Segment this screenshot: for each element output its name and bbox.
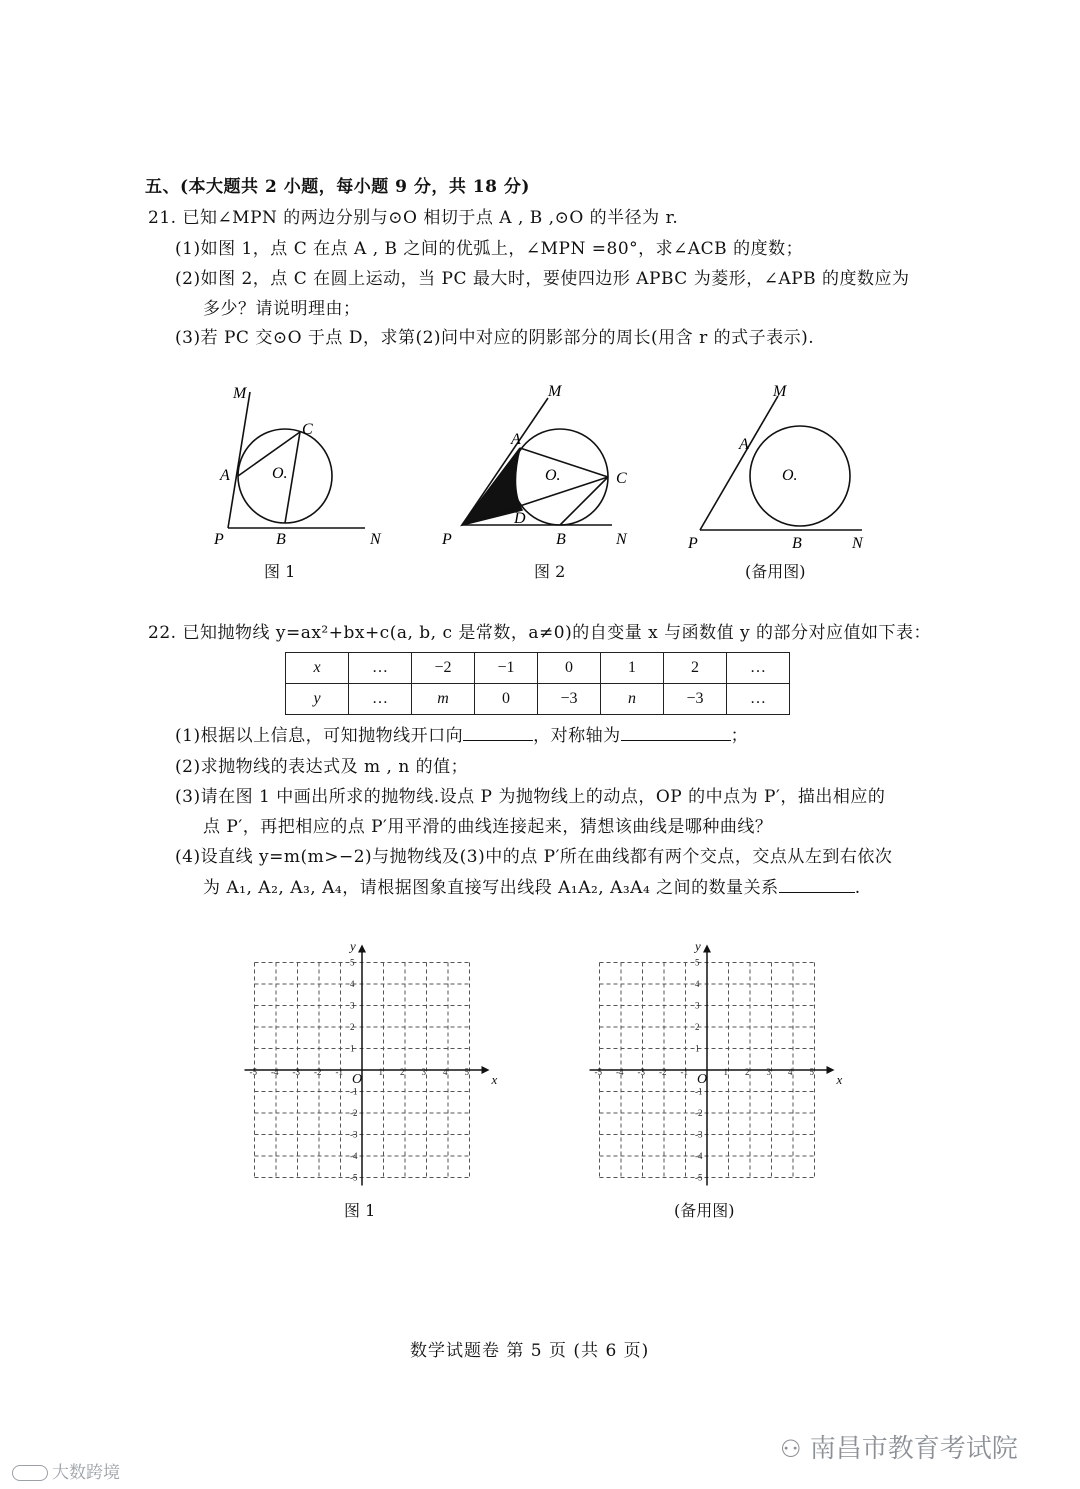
table-cell: …: [727, 684, 790, 715]
fig1-label-M: M: [233, 385, 247, 402]
figure-1-diagram: [228, 392, 365, 528]
origin-label: O: [697, 1072, 708, 1087]
x-tick-label: 5: [464, 1067, 469, 1077]
table-cell: m: [412, 684, 475, 715]
y-tick-label: 3: [350, 1000, 355, 1011]
table-row-y: [286, 684, 790, 715]
x-tick-label: 2: [400, 1067, 405, 1077]
grid1-caption: 图 1: [344, 1201, 376, 1220]
y-tick-label: 5: [695, 957, 700, 968]
table-cell: −1: [475, 653, 538, 684]
fig2-label-A: A: [511, 431, 521, 448]
fig3-label-A: A: [739, 436, 749, 453]
q22-part4-line2: [203, 876, 861, 899]
q21-part3: (3)若 PC 交⊙O 于点 D，求第(2)问中对应的阴影部分的周长(用含 r 的式子表示).: [175, 328, 815, 348]
q22-part3-line1: (3)请在图 1 中画出所求的抛物线.设点 P 为抛物线上的动点，OP 的中点为 P′，描出相应的: [175, 787, 886, 807]
q22-part4-line1: (4)设直线 y=m(m>−2)与抛物线及(3)中的点 P′所在曲线都有两个交点，交点从左到右依次: [175, 847, 893, 867]
x-tick-label: -5: [249, 1067, 257, 1077]
y-tick-label: -2: [695, 1108, 703, 1118]
fig3-label-M: M: [773, 383, 787, 400]
x-tick-label: 3: [766, 1067, 771, 1077]
table-cell: 0: [538, 653, 601, 684]
y-tick-label: -1: [695, 1086, 703, 1097]
y-axis-label: y: [695, 938, 701, 954]
q21-part2-line2: 多少？请说明理由；: [203, 299, 361, 319]
watermark-right: [780, 1428, 1018, 1465]
fig3-label-B: B: [792, 535, 802, 552]
fig2-label-N: N: [616, 531, 627, 548]
q22-stem: 22. 已知抛物线 y=ax²+bx+c(a, b, c 是常数，a≠0)的自变量 x 与函数值 y 的部分对应值如下表：: [148, 623, 932, 643]
origin-label: O: [352, 1072, 363, 1087]
x-axis-label: x: [491, 1072, 498, 1087]
answer-blank-2[interactable]: [621, 724, 731, 741]
fig2-label-M: M: [548, 383, 562, 400]
x-tick-label: -4: [271, 1067, 279, 1077]
fig2-label-O: O.: [545, 467, 561, 484]
table-cell: −2: [412, 653, 475, 684]
table-cell: …: [349, 653, 412, 684]
fig3-label-O: O.: [782, 467, 798, 484]
table-cell: 2: [664, 653, 727, 684]
coordinate-grids: [0, 925, 1080, 1190]
fig1-label-O: O.: [272, 465, 288, 482]
grid2-caption: (备用图): [674, 1201, 735, 1220]
y-tick-label: -2: [350, 1108, 358, 1118]
page-footer: 数学试题卷 第 5 页 (共 6 页): [410, 1341, 650, 1361]
value-table: [285, 652, 790, 715]
x-tick-label: -3: [637, 1067, 645, 1077]
fig3-caption: (备用图): [745, 562, 806, 581]
y-tick-label: 2: [695, 1022, 700, 1032]
section-heading: 五、(本大题共 2 小题，每小题 9 分，共 18 分): [145, 177, 530, 197]
table-row-x: [286, 653, 790, 684]
figure-3-diagram: [700, 396, 862, 530]
y-tick-label: 1: [695, 1043, 700, 1054]
fig1-label-P: P: [214, 531, 224, 548]
fig2-label-B: B: [556, 531, 566, 548]
q21-part2-line1: (2)如图 2，点 C 在圆上运动，当 PC 最大时，要使四边形 APBC 为菱形，∠APB 的度数应为: [175, 269, 910, 289]
fig1-label-N: N: [370, 531, 381, 548]
fig2-label-P: P: [442, 531, 452, 548]
q22-part2: (2)求抛物线的表达式及 m , n 的值；: [175, 757, 469, 777]
y-tick-label: -1: [350, 1086, 358, 1097]
y-axis-arrow-icon: [703, 945, 711, 953]
q21-part1: (1)如图 1，点 C 在点 A , B 之间的优弧上，∠MPN =80°，求∠ACB 的度数；: [175, 239, 804, 259]
grid-figure-2: [590, 939, 843, 1186]
q22-part1: [175, 724, 748, 747]
table-cell: 0: [475, 684, 538, 715]
x-axis-arrow-icon: [827, 1066, 835, 1074]
q22-part4-text: 为 A₁, A₂, A₃, A₄，请根据图象直接写出线段 A₁A₂, A₃A₄ 之间的数量关系: [203, 878, 779, 898]
q21-stem: 21. 已知∠MPN 的两边分别与⊙O 相切于点 A , B ,⊙O 的半径为 r.: [148, 208, 679, 228]
y-tick-label: -3: [695, 1129, 703, 1140]
x-axis-arrow-icon: [482, 1066, 490, 1074]
q22-part3-line2: 点 P′，再把相应的点 P′用平滑的曲线连接起来，猜想该曲线是哪种曲线？: [203, 817, 773, 837]
table-cell: x: [286, 653, 349, 684]
y-axis-arrow-icon: [358, 945, 366, 953]
table-cell: 1: [601, 653, 664, 684]
x-tick-label: -2: [659, 1067, 667, 1077]
fig1-label-C: C: [302, 421, 313, 438]
x-tick-label: 5: [809, 1067, 814, 1077]
q22-part1-text-c: ；: [730, 726, 749, 746]
y-tick-label: 5: [350, 957, 355, 968]
table-cell: y: [286, 684, 349, 715]
table-cell: n: [601, 684, 664, 715]
fig3-label-P: P: [688, 535, 698, 552]
y-tick-label: 3: [695, 1000, 700, 1011]
table-cell: −3: [664, 684, 727, 715]
x-tick-label: -5: [594, 1067, 602, 1077]
x-tick-label: -1: [335, 1067, 343, 1077]
x-tick-label: 4: [788, 1067, 793, 1077]
x-tick-label: 3: [421, 1067, 426, 1077]
x-tick-label: -4: [616, 1067, 624, 1077]
fig2-label-D: D: [514, 510, 526, 527]
x-tick-label: 2: [745, 1067, 750, 1077]
y-tick-label: -3: [350, 1129, 358, 1140]
y-tick-label: 1: [350, 1043, 355, 1054]
logo-icon: [12, 1465, 48, 1481]
y-tick-label: 2: [350, 1022, 355, 1032]
y-tick-label: -5: [695, 1172, 703, 1183]
y-axis-label: y: [350, 938, 356, 954]
answer-blank-1[interactable]: [463, 724, 533, 741]
fig2-caption: 图 2: [534, 562, 566, 581]
table-cell: …: [727, 653, 790, 684]
answer-blank-3[interactable]: [779, 876, 855, 893]
x-tick-label: 1: [378, 1067, 383, 1077]
figure-2-diagram: [462, 398, 612, 525]
watermark-left: [12, 1458, 120, 1483]
fig2-label-C: C: [616, 470, 627, 487]
q22-part1-text-a: (1)根据以上信息，可知抛物线开口向: [175, 726, 464, 746]
fig1-label-A: A: [220, 467, 230, 484]
y-tick-label: -4: [350, 1151, 358, 1161]
y-tick-label: 4: [350, 979, 355, 989]
fig1-caption: 图 1: [264, 562, 296, 581]
y-tick-label: 4: [695, 979, 700, 989]
watermark-left-text: 大数跨境: [52, 1463, 120, 1483]
q22-part1-text-b: ，对称轴为: [533, 726, 621, 746]
wechat-icon: ⚇: [780, 1435, 802, 1463]
x-axis-label: x: [836, 1072, 843, 1087]
x-tick-label: -2: [314, 1067, 322, 1077]
x-tick-label: -1: [680, 1067, 688, 1077]
q22-part4-end: .: [854, 878, 861, 898]
x-tick-label: 1: [723, 1067, 728, 1077]
table-cell: …: [349, 684, 412, 715]
y-tick-label: -4: [695, 1151, 703, 1161]
table-cell: −3: [538, 684, 601, 715]
watermark-right-text: 南昌市教育考试院: [809, 1434, 1018, 1464]
y-tick-label: -5: [350, 1172, 358, 1183]
x-tick-label: -3: [292, 1067, 300, 1077]
x-tick-label: 4: [443, 1067, 448, 1077]
fig3-label-N: N: [852, 535, 863, 552]
fig1-label-B: B: [276, 531, 286, 548]
grid-figure-1: [245, 939, 498, 1186]
